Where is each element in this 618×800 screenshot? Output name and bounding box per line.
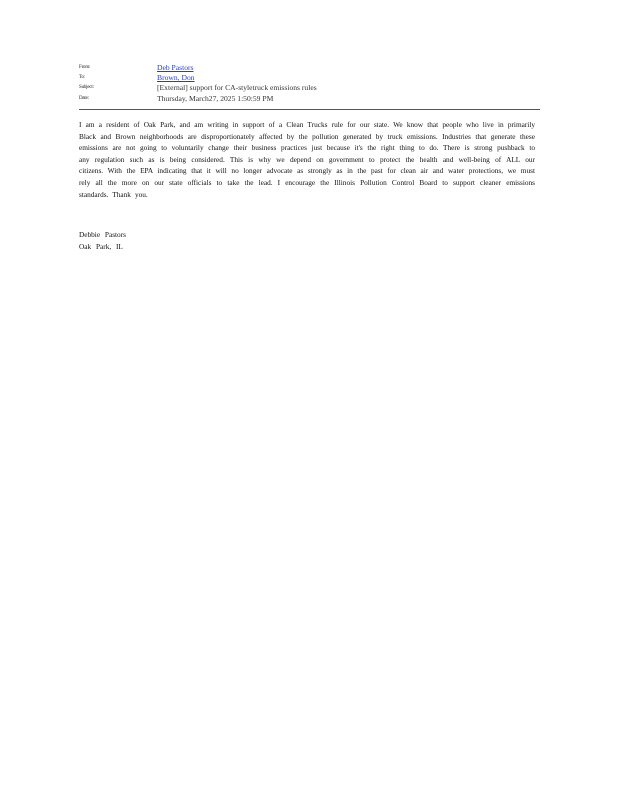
subject-value: [External] support for CA-styletruck emissions rules [157,83,317,93]
header-divider [79,109,540,110]
date-value: Thursday, March27, 2025 1:50:59 PM [157,93,274,103]
email-header [79,63,541,104]
signature-name: Debbie Pastors [79,230,126,239]
recipient-link[interactable]: Brown, Don [157,73,195,83]
subject-label: Subject: [79,85,94,91]
to-label: To: [79,75,85,81]
sender-link[interactable]: Deb Pastors [157,63,194,72]
signature-block [79,229,126,252]
from-label: From: [79,65,91,70]
from-row [79,63,541,73]
subject-row [79,83,541,93]
message-body: I am a resident of Oak Park, and am writing in support of a Clean Trucks rule for our state. We know that people who live in primarily Black and Brown neighborhoods are disproportionately affected by the pollution generated by truck emissions. Industries that generate these emissions are not going to voluntarily change their business practices just because it's the right thing to do. There is strong pushback to any regulation such as is being considered. This is why we depend on government to protect the health and well-being of ALL our citizens. With the EPA indicating that it will no longer advocate as strongly as in the past for clean air and water protections, we must rely all the more on our state officials to take the lead. I encourage the Illinois Pollution Control Board to support cleaner emissions standards. Thank you. [79,120,535,199]
date-row [79,94,541,104]
date-label: Date: [79,95,89,101]
signature-location: Oak Park, IL [79,241,123,251]
to-row [79,73,541,83]
